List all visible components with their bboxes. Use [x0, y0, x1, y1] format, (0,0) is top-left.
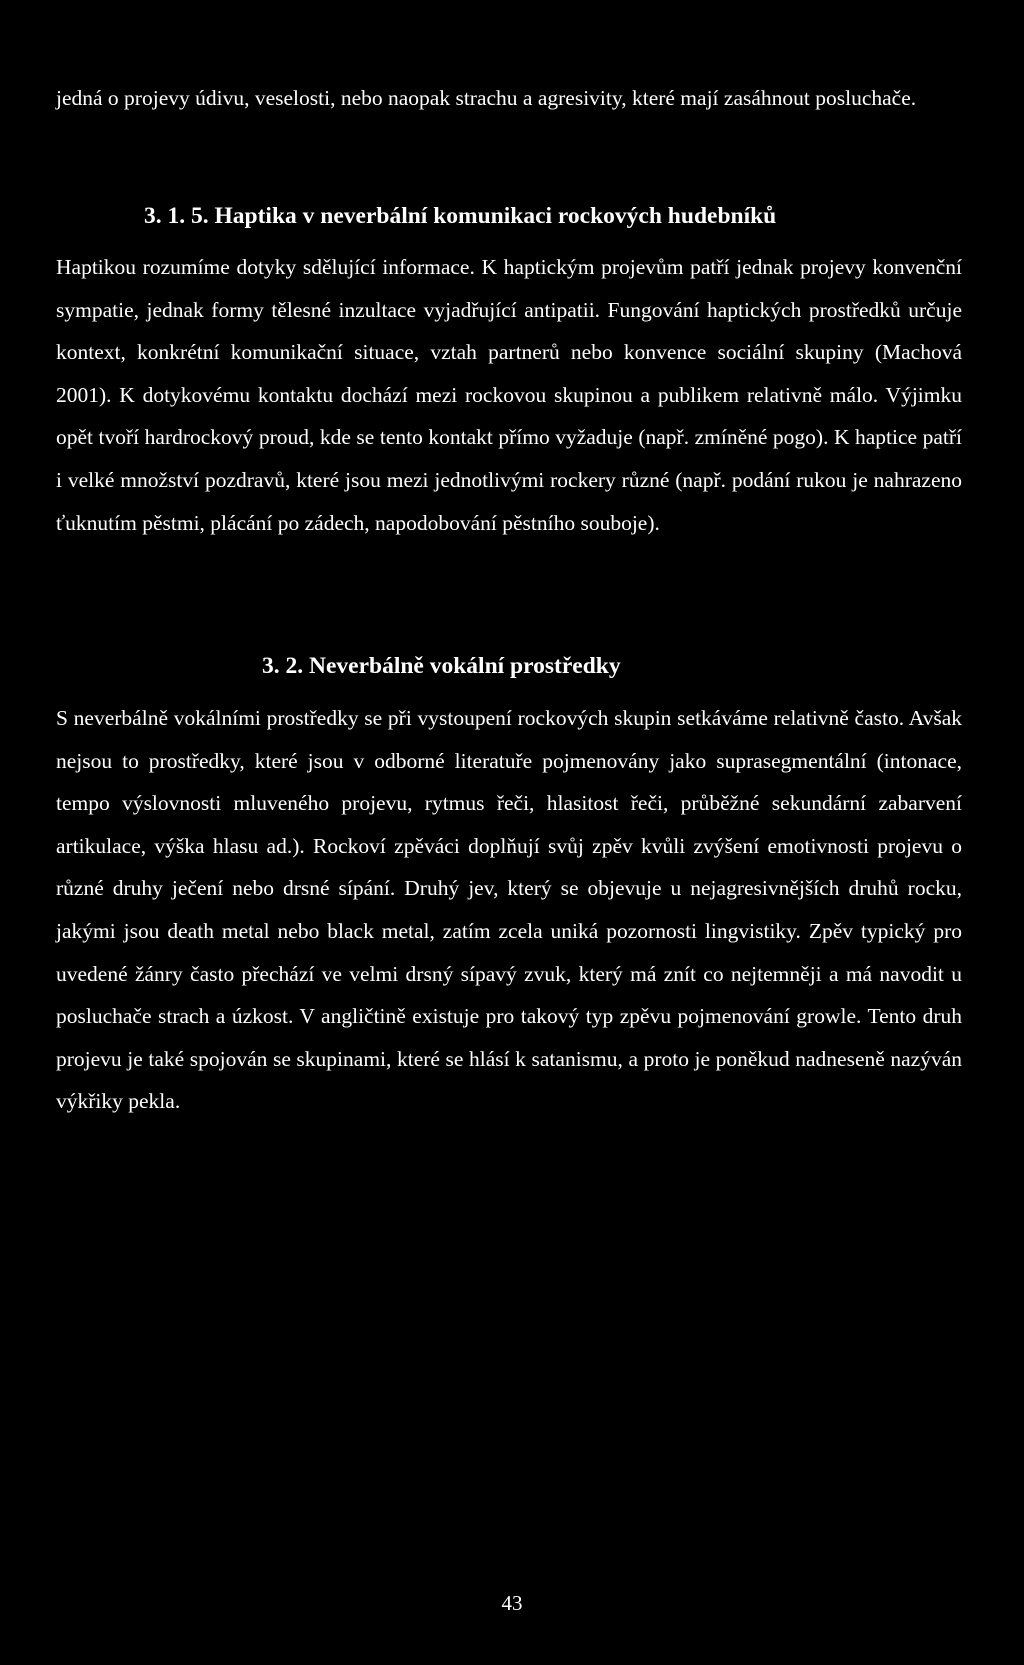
section-title: Neverbálně vokální prostředky: [309, 653, 621, 679]
section-number: 3. 2.: [262, 653, 304, 679]
section-heading-vokalni: [262, 653, 621, 680]
section-body-haptika: Haptikou rozumíme dotyky sdělující informace. K haptickým projevům patří jednak projevy konvenční sympatie, jednak formy tělesné inzultace vyjadřující antipatii. Fungování haptických prostředků určuje kontext, konkrétní komunikační situace, vztah partnerů nebo konvence sociální skupiny (Machová 2001). K dotykovému kontaktu dochází mezi rockovou skupinou a publikem relativně málo. Výjimku opět tvoří hardrockový proud, kde se tento kontakt přímo vyžaduje (např. zmíněné pogo). K haptice patří i velké množství pozdravů, které jsou mezi jednotlivými rockery různé (např. podání rukou je nahrazeno ťuknutím pěstmi, plácání po zádech, napodobování pěstního souboje).: [56, 255, 962, 535]
section-title: Haptika v neverbální komunikaci rockových hudebníků: [214, 203, 777, 229]
section-body-vokalni: S neverbálně vokálními prostředky se při vystoupení rockových skupin setkáváme relativně často. Avšak nejsou to prostředky, které jsou v odborné literatuře pojmenovány jako suprasegmentální (intonace, tempo výslovnosti mluveného projevu, rytmus řeči, hlasitost řeči, průběžné sekundární zabarvení artikulace, výška hlasu ad.). Rockoví zpěváci doplňují svůj zpěv kvůli zvýšení emotivnosti projevu o různé druhy ječení nebo drsné sípání. Druhý jev, který se objevuje u nejagresivnějších druhů rocku, jakými jsou death metal nebo black metal, zatím zcela uniká pozornosti lingvistiky. Zpěv typický pro uvedené žánry často přechází ve velmi drsný sípavý zvuk, který má znít co nejtemněji a má navodit u posluchače strach a úzkost. V angličtině existuje pro takový typ zpěvu pojmenování growle. Tento druh projevu je také spojován se skupinami, které se hlásí k satanismu, a proto je poněkud nadneseně nazýván výkřiky pekla.: [56, 706, 962, 1114]
page-number: 43: [501, 1591, 523, 1615]
section-heading-haptika: [144, 203, 776, 230]
section-number: 3. 1. 5.: [144, 203, 209, 229]
intro-paragraph: jedná o projevy údivu, veselosti, nebo naopak strachu a agresivity, které mají zasáhnout posluchače.: [56, 86, 917, 110]
